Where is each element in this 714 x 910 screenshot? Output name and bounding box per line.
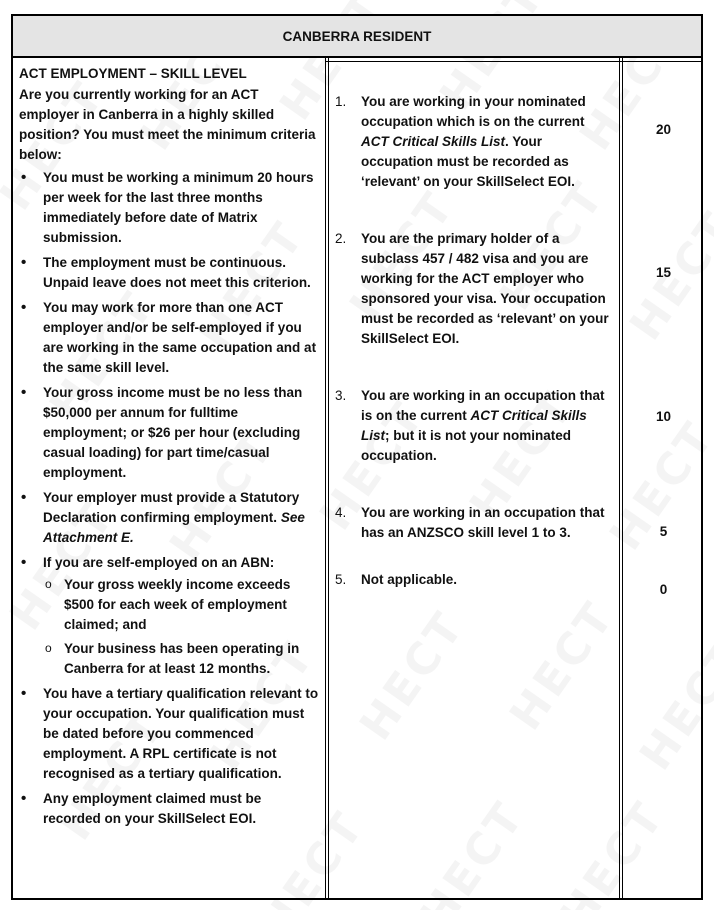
intro-text: Are you currently working for an ACT employer in Canberra in a highly skilled position? You must meet the minimum criteria below: bbox=[19, 87, 316, 162]
sub-list-item: o Your business has been operating in Canberra for at least 12 months. bbox=[43, 639, 319, 679]
column-divider bbox=[619, 58, 620, 898]
list-item: • You must be working a minimum 20 hours per week for the last three months immediately before date of Matrix submission. bbox=[19, 168, 319, 248]
option-1 bbox=[335, 92, 613, 192]
list-item: • The employment must be continuous. Unpaid leave does not meet this criterion. bbox=[19, 253, 319, 293]
sub-list-item: o Your gross weekly income exceeds $500 for each week of employment claimed; and bbox=[43, 575, 319, 635]
criteria-column bbox=[19, 64, 319, 834]
criteria-table bbox=[11, 14, 703, 900]
attachment-reference: See Attachment E. bbox=[43, 510, 305, 545]
list-item: • If you are self-employed on an ABN: o Your gross weekly income exceeds $500 for each week of employment claimed; and o Your business has been operating in Canberra for at least 12 months. bbox=[19, 553, 319, 679]
option-number: 5. bbox=[335, 572, 347, 587]
option-2-score: 15 bbox=[655, 265, 672, 280]
option-5 bbox=[335, 570, 613, 590]
list-item: • Your gross income must be no less than $50,000 per annum for fulltime employment; or $26 per hour (excluding casual loading) for part time/casual employment. bbox=[19, 383, 319, 483]
column-divider bbox=[328, 58, 329, 898]
list-item: • Any employment claimed must be recorded on your SkillSelect EOI. bbox=[19, 789, 319, 829]
list-item: • You have a tertiary qualification relevant to your occupation. Your qualification must be dated before you commenced employment. A RPL certificate is not recognised as a tertiary qualification. bbox=[19, 684, 319, 784]
column-divider bbox=[325, 58, 326, 898]
option-text: You are working in an occupation that is on the current ACT Critical Skills List; but it is not your nominated occupation. bbox=[361, 388, 605, 463]
option-number: 1. bbox=[335, 94, 347, 109]
option-number: 4. bbox=[335, 505, 347, 520]
list-item: • You may work for more than one ACT employer and/or be self-employed if you are working in the same occupation and at the same skill level. bbox=[19, 298, 319, 378]
sub-list bbox=[43, 575, 319, 679]
option-text: Not applicable. bbox=[361, 572, 458, 587]
option-text: You are working in an occupation that has an ANZSCO skill level 1 to 3. bbox=[361, 505, 605, 540]
row-divider bbox=[325, 61, 701, 62]
list-item: • Your employer must provide a Statutory Declaration confirming employment. See Attachment E. bbox=[19, 488, 319, 548]
option-4 bbox=[335, 503, 613, 543]
option-4-score: 5 bbox=[659, 524, 668, 539]
table-header: CANBERRA RESIDENT bbox=[13, 16, 701, 58]
option-text: You are the primary holder of a subclass 457 / 482 visa and you are working for the ACT employer who sponsored your visa. Your occupation must be recorded as ‘relevant’ on your SkillSelect EOI. bbox=[361, 231, 609, 346]
option-1-score: 20 bbox=[655, 122, 672, 137]
section-heading: ACT EMPLOYMENT – SKILL LEVEL bbox=[19, 66, 247, 81]
option-5-score: 0 bbox=[659, 582, 668, 597]
option-2 bbox=[335, 229, 613, 349]
criteria-list bbox=[19, 168, 319, 829]
option-3 bbox=[335, 386, 613, 466]
option-text: You are working in your nominated occupation which is on the current ACT Critical Skills List. Your occupation must be recorded as ‘relevant’ on your SkillSelect EOI. bbox=[361, 94, 586, 189]
option-number: 3. bbox=[335, 388, 347, 403]
option-number: 2. bbox=[335, 231, 347, 246]
option-3-score: 10 bbox=[655, 409, 672, 424]
column-divider bbox=[622, 58, 623, 898]
